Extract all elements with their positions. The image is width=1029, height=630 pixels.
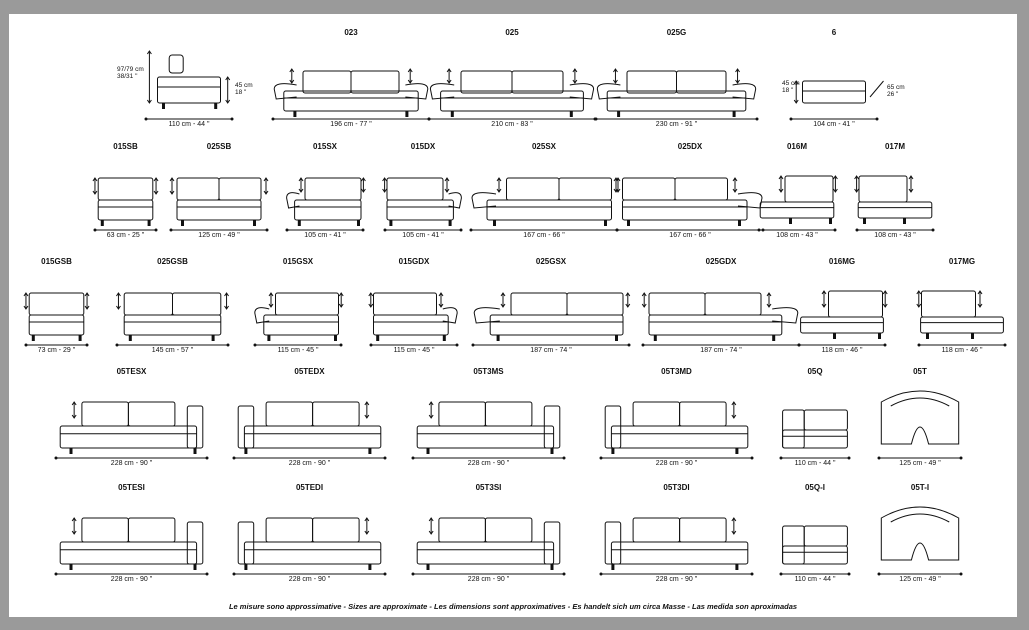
module-drawing xyxy=(232,379,387,462)
module-05t-i xyxy=(877,483,963,588)
module-025sx xyxy=(469,142,619,244)
module-code: 023 xyxy=(344,28,358,37)
module-05tedi xyxy=(232,483,387,588)
pouf-depth-label: 65 cm 26 " xyxy=(887,84,905,98)
dimension-line xyxy=(411,572,566,576)
module-drawing xyxy=(93,154,158,234)
module-code: 025SB xyxy=(206,142,232,151)
dimension-line xyxy=(411,456,566,460)
module-drawing xyxy=(471,269,631,349)
module-drawing xyxy=(469,154,619,234)
module-dimension: 110 cm - 44 " xyxy=(794,576,836,583)
module-015dx xyxy=(383,142,463,244)
module-code: 015SB xyxy=(113,142,138,151)
module-dimension: 118 cm - 46 " xyxy=(821,347,863,354)
module-code: 05TEDI xyxy=(295,483,324,492)
module-code: 017MG xyxy=(948,257,976,266)
module-05t3di xyxy=(599,483,754,588)
module-dimension: 228 cm - 90 " xyxy=(467,576,510,583)
module-code: 015GSB xyxy=(41,257,72,266)
dimension-line xyxy=(641,343,801,347)
dimension-line xyxy=(169,228,269,232)
dimension-line xyxy=(253,343,343,347)
module-015gsx xyxy=(253,257,343,359)
module-code: 025G xyxy=(666,28,687,37)
module-dimension: 228 cm - 90 " xyxy=(655,460,698,467)
module-code: 05TESI xyxy=(118,483,145,492)
chaise-depth-label: 97/79 cm 38/31 " xyxy=(117,66,144,80)
module-code: 015SX xyxy=(312,142,338,151)
dimension-line xyxy=(93,228,158,232)
module-code: 025SX xyxy=(531,142,557,151)
module-dimension: 228 cm - 90 " xyxy=(110,460,153,467)
module-dimension: 228 cm - 90 " xyxy=(110,576,153,583)
module-dimension: 105 cm - 41 " xyxy=(304,232,346,239)
module-05t3ms xyxy=(411,367,566,472)
module-code: 6 xyxy=(831,28,837,37)
module-025g xyxy=(594,28,759,133)
dimension-line xyxy=(599,572,754,576)
dimension-line xyxy=(855,228,935,232)
module-dimension: 196 cm - 77 " xyxy=(330,121,372,128)
module-015gsb xyxy=(24,257,89,359)
module-code: 025GDX xyxy=(705,257,737,266)
module-drawing xyxy=(369,269,459,349)
module-code: 05Q xyxy=(807,367,823,376)
module-017mg xyxy=(917,257,1007,359)
module-code: 05TESX xyxy=(116,367,147,376)
module-code: 05T3MS xyxy=(473,367,504,376)
dimension-line xyxy=(757,228,837,232)
module-drawing xyxy=(427,40,597,123)
dimension-line xyxy=(797,343,887,347)
module-drawing xyxy=(54,495,209,578)
module-dimension: 187 cm - 74 " xyxy=(700,347,742,354)
module-025gdx xyxy=(641,257,801,359)
module-code: 015GSX xyxy=(282,257,314,266)
module-drawing xyxy=(797,269,887,349)
module-025sb xyxy=(169,142,269,244)
dimension-line xyxy=(594,117,759,121)
module-dimension: 104 cm - 41 " xyxy=(813,121,855,128)
dimension-line xyxy=(471,343,631,347)
module-025gsx xyxy=(471,257,631,359)
module-6 xyxy=(789,28,879,133)
module-drawing xyxy=(779,379,851,462)
module-05q xyxy=(779,367,851,472)
module-drawing xyxy=(594,40,759,123)
module-05t3md xyxy=(599,367,754,472)
module-drawing xyxy=(253,269,343,349)
module-05t3si xyxy=(411,483,566,588)
module-dimension: 125 cm - 49 " xyxy=(899,460,941,467)
dimension-line xyxy=(917,343,1007,347)
dimension-line xyxy=(779,456,851,460)
module-drawing xyxy=(599,379,754,462)
module-code: 025GSB xyxy=(157,257,188,266)
module-dimension: 125 cm - 49 " xyxy=(899,576,941,583)
module-05q-i xyxy=(779,483,851,588)
module-dimension: 105 cm - 41 " xyxy=(402,232,444,239)
module-dimension: 167 cm - 66 " xyxy=(523,232,565,239)
module-code: 015DX xyxy=(410,142,436,151)
module-dimension: 145 cm - 57 " xyxy=(151,347,194,354)
module-drawing xyxy=(789,40,879,123)
module-016m xyxy=(757,142,837,244)
module-05tesi xyxy=(54,483,209,588)
dimension-line xyxy=(469,228,619,232)
dimension-line xyxy=(54,572,209,576)
dimension-line xyxy=(115,343,230,347)
module-code: 05TEDX xyxy=(294,367,325,376)
module-drawing xyxy=(599,495,754,578)
dimension-line xyxy=(779,572,851,576)
module-drawing xyxy=(615,154,765,234)
module-05tesx xyxy=(54,367,209,472)
module-dimension: 228 cm - 90 " xyxy=(467,460,510,467)
module-016mg xyxy=(797,257,887,359)
dimension-line xyxy=(144,117,234,121)
module-drawing xyxy=(115,269,230,349)
module-dimension: 115 cm - 45 " xyxy=(277,347,319,354)
dimension-line xyxy=(54,456,209,460)
module-drawing xyxy=(383,154,463,234)
module-025dx xyxy=(615,142,765,244)
module-015sb xyxy=(93,142,158,244)
chaise-height-label: 45 cm 18 " xyxy=(235,82,253,96)
module-dimension: 108 cm - 43 " xyxy=(874,232,916,239)
footer-note: Le misure sono approssimative - Sizes are approximate - Les dimensions sont approximatives - Es handelt sich um circa Masse - Las medida son aproximadas xyxy=(228,602,798,611)
module-drawing xyxy=(877,379,963,462)
module-drawing xyxy=(144,40,234,123)
module-chaise xyxy=(144,28,234,133)
module-drawing xyxy=(855,154,935,234)
module-dimension: 63 cm - 25 " xyxy=(106,232,145,239)
dimension-line xyxy=(271,117,431,121)
pouf-height-label: 45 cm 18 " xyxy=(782,80,800,94)
module-015sx xyxy=(285,142,365,244)
module-dimension: 125 cm - 49 " xyxy=(198,232,240,239)
module-grid xyxy=(9,14,1017,617)
module-dimension: 228 cm - 90 " xyxy=(288,460,331,467)
dimension-line xyxy=(427,117,597,121)
module-code: 05T xyxy=(913,367,927,376)
module-code: 05Q-I xyxy=(804,483,825,492)
module-dimension: 73 cm - 29 " xyxy=(37,347,76,354)
module-code: 05T-I xyxy=(910,483,930,492)
module-025 xyxy=(427,28,597,133)
dimension-line xyxy=(599,456,754,460)
module-05t xyxy=(877,367,963,472)
module-017m xyxy=(855,142,935,244)
module-drawing xyxy=(285,154,365,234)
module-drawing xyxy=(232,495,387,578)
module-015gdx xyxy=(369,257,459,359)
dimension-line xyxy=(789,117,879,121)
module-drawing xyxy=(411,379,566,462)
module-drawing xyxy=(54,379,209,462)
module-023 xyxy=(271,28,431,133)
module-code: 05T3SI xyxy=(475,483,502,492)
dimension-line xyxy=(232,456,387,460)
dimension-line xyxy=(24,343,89,347)
module-dimension: 115 cm - 45 " xyxy=(393,347,435,354)
module-code: 017M xyxy=(884,142,905,151)
dimension-line xyxy=(285,228,365,232)
module-code: 025 xyxy=(505,28,519,37)
module-code: 05T3DI xyxy=(663,483,690,492)
module-drawing xyxy=(641,269,801,349)
module-dimension: 228 cm - 90 " xyxy=(288,576,331,583)
module-code: 025GSX xyxy=(535,257,567,266)
module-drawing xyxy=(271,40,431,123)
dimension-line xyxy=(369,343,459,347)
module-05tedx xyxy=(232,367,387,472)
module-code: 05T3MD xyxy=(661,367,692,376)
module-dimension: 210 cm - 83 " xyxy=(491,121,533,128)
module-drawing xyxy=(877,495,963,578)
module-dimension: 110 cm - 44 " xyxy=(168,121,210,128)
module-drawing xyxy=(779,495,851,578)
module-dimension: 118 cm - 46 " xyxy=(941,347,983,354)
dimension-line xyxy=(877,572,963,576)
module-025gsb xyxy=(115,257,230,359)
dimension-line xyxy=(383,228,463,232)
module-drawing xyxy=(757,154,837,234)
module-drawing xyxy=(411,495,566,578)
module-dimension: 167 cm - 66 " xyxy=(669,232,711,239)
catalog-sheet xyxy=(9,14,1017,617)
module-dimension: 108 cm - 43 " xyxy=(776,232,818,239)
module-code: 015GDX xyxy=(398,257,430,266)
dimension-line xyxy=(877,456,963,460)
dimension-line xyxy=(232,572,387,576)
module-dimension: 228 cm - 90 " xyxy=(655,576,698,583)
module-code: 016M xyxy=(786,142,807,151)
module-drawing xyxy=(24,269,89,349)
dimension-line xyxy=(615,228,765,232)
module-drawing xyxy=(169,154,269,234)
module-dimension: 110 cm - 44 " xyxy=(794,460,836,467)
module-dimension: 187 cm - 74 " xyxy=(530,347,572,354)
module-dimension: 230 cm - 91 " xyxy=(655,121,698,128)
module-code: 016MG xyxy=(828,257,856,266)
module-drawing xyxy=(917,269,1007,349)
module-code: 025DX xyxy=(677,142,703,151)
